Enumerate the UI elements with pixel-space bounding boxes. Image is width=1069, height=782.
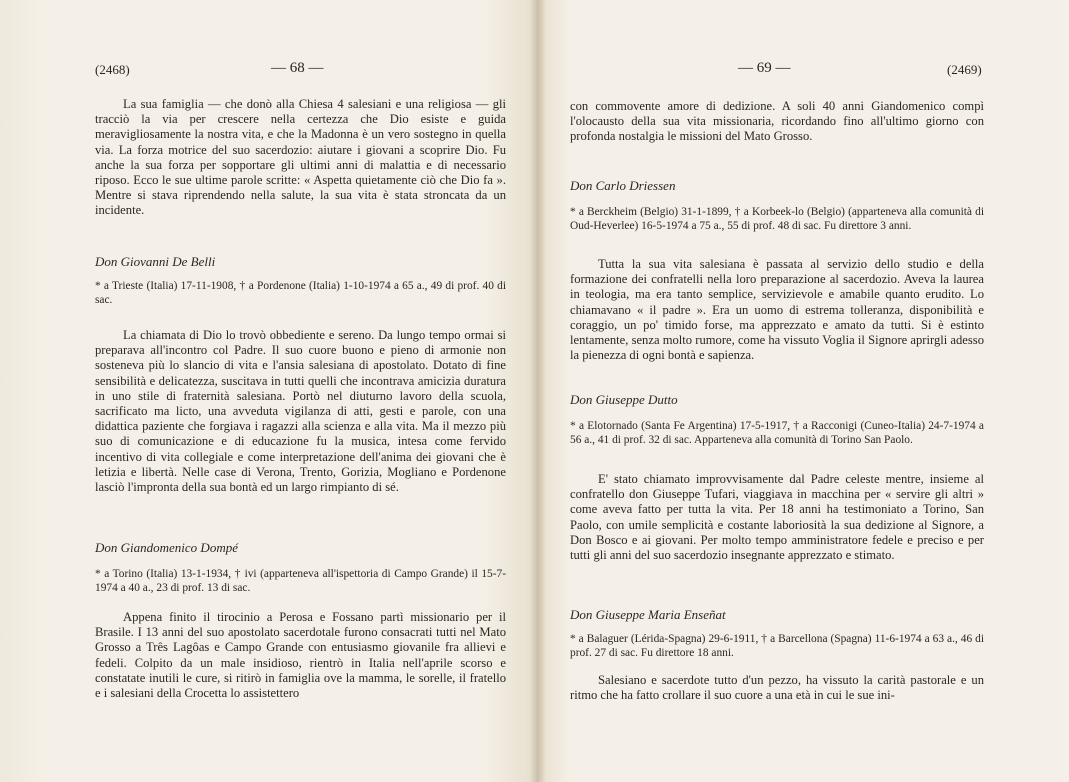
entry-bio-ensenat: * a Balaguer (Lérida-Spagna) 29-6-1911, † a Barcellona (Spagna) 11-6-1974 a 63 a., 46 di prof. 27 di sac. Fu direttore 18 anni. (570, 633, 984, 659)
entry-text-ensenat: Salesiano e sacerdote tutto d'un pezzo, ha vissuto la carità pastorale e un ritmo che ha fatto crollare il suo cuore a una età in cui le sue ini- (570, 673, 984, 703)
entry-text-driessen: Tutta la sua vita salesiana è passata al servizio dello studio e della formazione dei confratelli nella loro preparazione al sacerdozio. Aveva la laurea in teologia, ma era tanto semplice, servizievole e amabile quanto erudito. Lo chiamavano « il padre ». Era un uomo di estrema tolleranza, disponibilità e coraggio, un po' timido forse, ma apprezzato e amato da tutti. Si è estinto lentamente, senza molto rumore, come ha vissuto Voglia il Signore aprirgli adesso la pienezza di ogni bontà e sapienza. (570, 257, 984, 363)
entry-bio-dompe: * a Torino (Italia) 13-1-1934, † ivi (apparteneva all'ispettoria di Campo Grande) il 15-7-1974 a 40 a., 23 di prof. 13 di sac. (95, 568, 506, 594)
entry-name-driessen: Don Carlo Driessen (570, 178, 676, 193)
left-header-number: (2468) (95, 62, 130, 77)
continuation-paragraph: con commovente amore di dedizione. A soli 40 anni Giandomenico compì l'olocausto della sua vita missionaria, ricordando fino all'ultimo giorno con profonda nostalgia le missioni del Mato Grosso. (570, 99, 984, 144)
entry-bio-dutto: * a Elotornado (Santa Fe Argentina) 17-5-1917, † a Racconigi (Cuneo-Italia) 24-7-1974 a 56 a., 41 di prof. 32 di sac. Apparteneva alla comunità di Torino San Paolo. (570, 420, 984, 446)
entry-name-ensenat: Don Giuseppe Maria Enseñat (570, 607, 726, 622)
entry-name-dompe: Don Giandomenico Dompé (95, 540, 238, 555)
right-page-number: — 69 — (738, 60, 791, 76)
right-header-number: (2469) (947, 62, 982, 77)
intro-paragraph: La sua famiglia — che donò alla Chiesa 4 salesiani e una religiosa — gli tracciò la via per crescere nella certezza che Dio esiste e guida meravigliosamente la nostra vita, e che la Madonna è un vero sostegno in quella via. La forza motrice del suo sacerdozio: aiutare i giovani a scoprire Dio. Fu anche la sua forza per sopportare gli ultimi anni di malattia e di necessario riposo. Ecco le sue ultime parole scritte: « Aspetta quietamente ciò che Dio fa ». Mentre si stava riprendendo nella salute, la sua vita è stata stroncata da un incidente. (95, 97, 506, 218)
entry-text-dompe: Appena finito il tirocinio a Perosa e Fossano partì missionario per il Brasile. I 13 anni del suo apostolato sacerdotale furono consacrati tutti nel Mato Grosso a Três Lagôas e Campo Grande con entusiasmo giovanile fra allievi e fedeli. Colpito da un male insidioso, rientrò in Italia nell'aprile scorso e constatate inutili le cure, si ritirò in famiglia ove la mamma, le sorelle, il fratello e i salesiani della Crocetta lo assistettero (95, 610, 506, 701)
entry-text-dutto: E' stato chiamato improvvisamente dal Padre celeste mentre, insieme al confratello don Giuseppe Tufari, viaggiava in macchina per « servire gli altri » come aveva fatto per tutta la vita. Per 18 anni ha testimoniato a Torino, San Paolo, con umile semplicità e costante laboriosità la sua dedizione al Signore, a Don Bosco e ai giovani. Per molto tempo amministratore fedele e preciso e per tutti gli anni del suo sacerdozio insegnante apprezzato e stimato. (570, 472, 984, 563)
entry-bio-driessen: * a Berckheim (Belgio) 31-1-1899, † a Korbeek-lo (Belgio) (apparteneva alla comunità di Oud-Heverlee) 16-5-1974 a 75 a., 55 di prof. 48 di sac. Fu direttore 3 anni. (570, 206, 984, 232)
entry-bio-de-belli: * a Trieste (Italia) 17-11-1908, † a Pordenone (Italia) 1-10-1974 a 65 a., 49 di prof. 40 di sac. (95, 280, 506, 306)
book-gutter (530, 0, 546, 782)
entry-name-dutto: Don Giuseppe Dutto (570, 392, 678, 407)
entry-name-de-belli: Don Giovanni De Belli (95, 254, 216, 269)
entry-text-de-belli: La chiamata di Dio lo trovò obbediente e sereno. Da lungo tempo ormai si preparava all'incontro col Padre. Il suo cuore buono e pieno di armonie non sosteneva più lo slancio di vita e l'ansia salesiana di apostolato. Dotato di fine sensibilità e delicatezza, suscitava in tutti quelli che incontrava amicizia duratura in uno stile di fraternità salesiana. Portò nel diuturno lavoro della scuola, sacrificato ma licto, una avveduta vigilanza di atti, gesti e parole, con una didattica paziente che forgiava i ragazzi alla scienza e alla vita. Ma il mezzo più suo di comunicazione e di educazione fu la musica, intesa come fervido incentivo di vita collegiale e come interpretazione dell'anima dei giovani che è letizia e libertà. Nelle case di Verona, Trento, Gorizia, Mogliano e Pordenone lasciò l'impronta della sua bontà ed un largo rimpianto di sé. (95, 328, 506, 495)
left-page-number: — 68 — (271, 60, 324, 76)
right-page (538, 0, 1069, 782)
